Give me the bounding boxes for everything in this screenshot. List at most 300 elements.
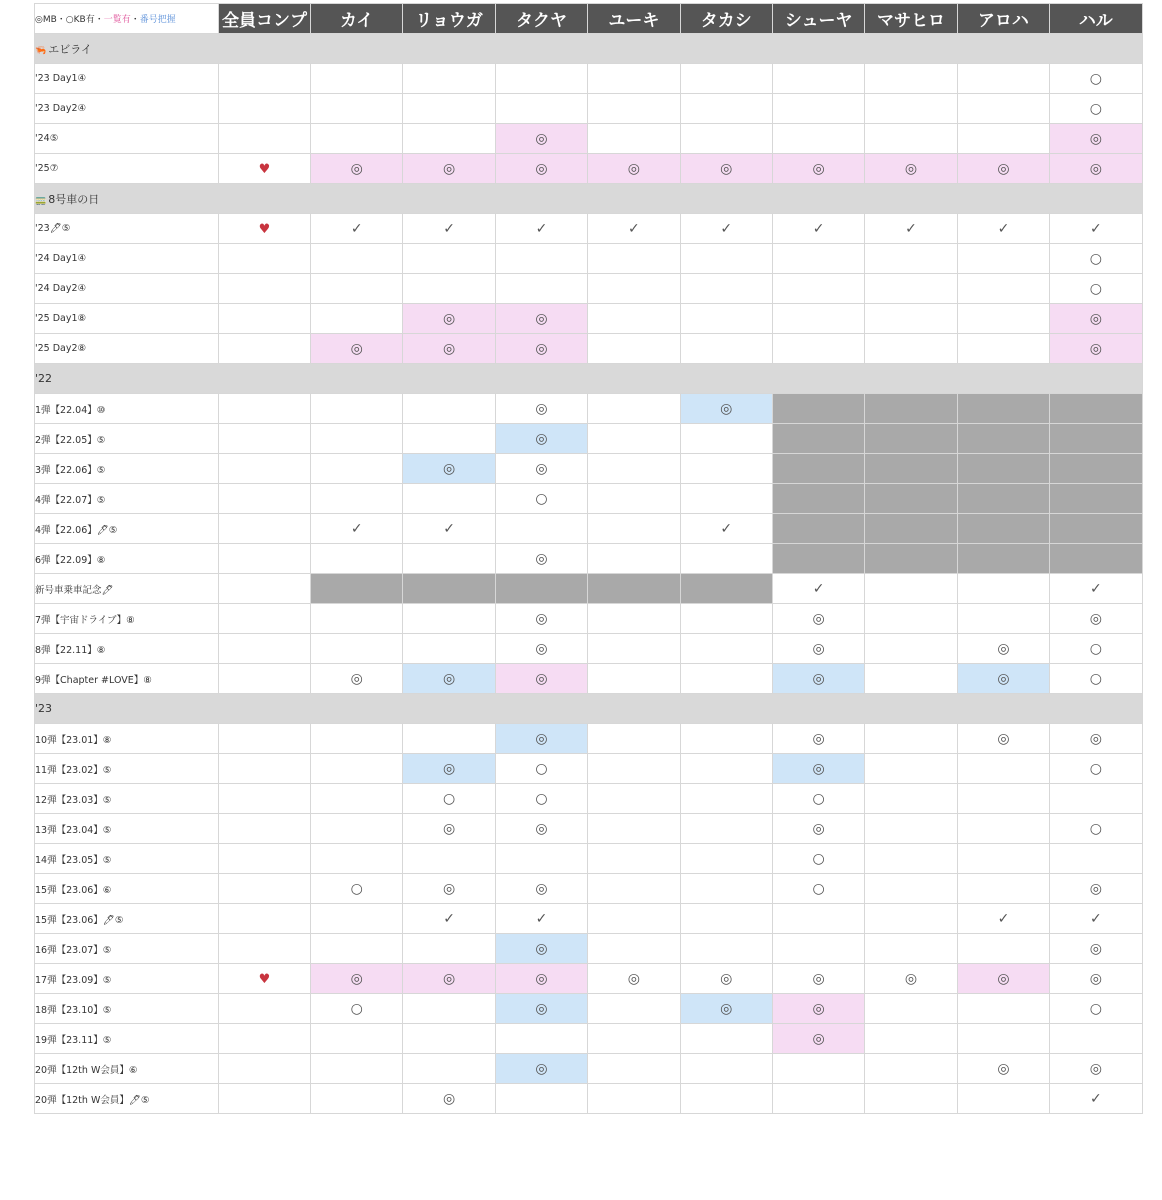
double-circle-mark: ◎ <box>627 160 640 177</box>
circle-mark: ○ <box>1089 70 1102 87</box>
status-cell <box>772 964 864 994</box>
double-circle-mark: ◎ <box>535 310 548 327</box>
status-cell <box>957 964 1049 994</box>
status-cell <box>680 874 772 904</box>
table-row <box>35 814 1143 844</box>
collection-table <box>34 3 1143 1114</box>
status-cell <box>403 874 495 904</box>
circle-mark: ○ <box>1089 820 1102 837</box>
check-mark: ✓ <box>720 520 733 537</box>
all-complete-cell <box>219 514 311 544</box>
double-circle-mark: ◎ <box>535 460 548 477</box>
status-cell <box>957 454 1049 484</box>
status-cell <box>403 454 495 484</box>
double-circle-mark: ◎ <box>535 730 548 747</box>
status-cell <box>311 214 403 244</box>
train-icon: 🚃 <box>35 195 47 206</box>
circle-mark: ○ <box>1089 670 1102 687</box>
status-cell <box>1050 904 1142 934</box>
status-cell <box>1050 1084 1142 1114</box>
status-cell <box>1050 124 1142 154</box>
status-cell <box>1050 94 1142 124</box>
double-circle-mark: ◎ <box>812 760 825 777</box>
column-header-kai: カイ <box>311 4 403 34</box>
status-cell <box>865 964 957 994</box>
status-cell <box>588 1084 680 1114</box>
status-cell <box>403 724 495 754</box>
status-cell <box>865 124 957 154</box>
status-cell <box>680 574 772 604</box>
status-cell <box>588 964 680 994</box>
status-cell <box>403 94 495 124</box>
double-circle-mark: ◎ <box>350 160 363 177</box>
status-cell <box>311 574 403 604</box>
status-cell <box>495 154 587 184</box>
status-cell <box>957 994 1049 1024</box>
status-cell <box>588 664 680 694</box>
status-cell <box>495 214 587 244</box>
status-cell <box>588 154 680 184</box>
double-circle-mark: ◎ <box>1089 970 1102 987</box>
section-label: エビライ <box>48 42 92 56</box>
status-cell <box>588 754 680 784</box>
status-cell <box>588 304 680 334</box>
status-cell <box>680 154 772 184</box>
status-cell <box>403 1054 495 1084</box>
status-cell <box>865 484 957 514</box>
check-mark: ✓ <box>350 220 363 237</box>
all-complete-cell <box>219 994 311 1024</box>
status-cell <box>772 214 864 244</box>
all-complete-cell <box>219 544 311 574</box>
column-header-ryoga: リョウガ <box>403 4 495 34</box>
status-cell <box>495 724 587 754</box>
status-cell <box>311 244 403 274</box>
status-cell <box>588 634 680 664</box>
double-circle-mark: ◎ <box>627 970 640 987</box>
status-cell <box>495 1084 587 1114</box>
status-cell <box>772 1084 864 1114</box>
status-cell <box>495 334 587 364</box>
status-cell <box>772 454 864 484</box>
status-cell <box>1050 394 1142 424</box>
status-cell <box>957 274 1049 304</box>
status-cell <box>1050 424 1142 454</box>
row-label: 14弾【23.05】⑤ <box>35 844 219 874</box>
table-row <box>35 94 1143 124</box>
table-row <box>35 274 1143 304</box>
status-cell <box>311 904 403 934</box>
status-cell <box>403 274 495 304</box>
circle-mark: ○ <box>442 790 456 807</box>
status-cell <box>680 124 772 154</box>
section-title <box>35 34 1143 64</box>
row-label: 3弾【22.06】⑤ <box>35 454 219 484</box>
section-label: 8号車の日 <box>48 192 100 206</box>
status-cell <box>495 454 587 484</box>
row-label: 12弾【23.03】⑤ <box>35 784 219 814</box>
status-cell <box>1050 64 1142 94</box>
status-cell <box>680 514 772 544</box>
status-cell <box>495 274 587 304</box>
table-row <box>35 214 1143 244</box>
all-complete-cell <box>219 844 311 874</box>
table-row <box>35 754 1143 784</box>
status-cell <box>403 304 495 334</box>
status-cell <box>865 934 957 964</box>
status-cell <box>680 484 772 514</box>
status-cell <box>865 154 957 184</box>
double-circle-mark: ◎ <box>997 640 1010 657</box>
double-circle-mark: ◎ <box>812 1000 825 1017</box>
all-complete-cell <box>219 424 311 454</box>
circle-mark: ○ <box>350 880 363 897</box>
status-cell <box>403 244 495 274</box>
status-cell <box>865 784 957 814</box>
status-cell <box>1050 244 1142 274</box>
all-complete-cell <box>219 724 311 754</box>
double-circle-mark: ◎ <box>535 670 548 687</box>
status-cell <box>772 604 864 634</box>
status-cell <box>865 274 957 304</box>
double-circle-mark: ◎ <box>1089 160 1102 177</box>
section-title <box>35 184 1143 214</box>
status-cell <box>680 964 772 994</box>
row-label: 20弾【12th W会員】🖊⑤ <box>35 1084 219 1114</box>
column-header-shuya: シューヤ <box>772 4 864 34</box>
status-cell <box>772 124 864 154</box>
table-row <box>35 154 1143 184</box>
status-cell <box>865 1084 957 1114</box>
status-cell <box>1050 604 1142 634</box>
status-cell <box>311 484 403 514</box>
double-circle-mark: ◎ <box>535 970 548 987</box>
status-cell <box>772 64 864 94</box>
all-complete-cell <box>219 1084 311 1114</box>
all-complete-cell <box>219 454 311 484</box>
all-complete-cell <box>219 604 311 634</box>
double-circle-mark: ◎ <box>720 400 733 417</box>
status-cell <box>865 1054 957 1084</box>
status-cell <box>680 754 772 784</box>
row-label: 15弾【23.06】🖊⑤ <box>35 904 219 934</box>
status-cell <box>588 94 680 124</box>
status-cell <box>588 1054 680 1084</box>
row-label: '25 Day1⑧ <box>35 304 219 334</box>
status-cell <box>680 394 772 424</box>
status-cell <box>588 1024 680 1054</box>
status-cell <box>957 124 1049 154</box>
status-cell <box>311 1054 403 1084</box>
status-cell <box>495 304 587 334</box>
status-cell <box>403 154 495 184</box>
status-cell <box>957 64 1049 94</box>
check-mark: ✓ <box>1089 1090 1102 1107</box>
status-cell <box>495 664 587 694</box>
status-cell <box>403 64 495 94</box>
status-cell <box>865 604 957 634</box>
status-cell <box>311 754 403 784</box>
circle-mark: ○ <box>535 490 548 507</box>
check-mark: ✓ <box>997 910 1010 927</box>
table-row <box>35 1024 1143 1054</box>
status-cell <box>680 724 772 754</box>
status-cell <box>495 514 587 544</box>
double-circle-mark: ◎ <box>442 760 456 777</box>
status-cell <box>311 994 403 1024</box>
column-header-aloha: アロハ <box>957 4 1049 34</box>
double-circle-mark: ◎ <box>442 160 456 177</box>
row-label: 4弾【22.07】⑤ <box>35 484 219 514</box>
status-cell <box>495 634 587 664</box>
status-cell <box>588 484 680 514</box>
status-cell <box>865 1024 957 1054</box>
status-cell <box>772 904 864 934</box>
status-cell <box>311 154 403 184</box>
status-cell <box>588 544 680 574</box>
status-cell <box>957 394 1049 424</box>
table-row <box>35 424 1143 454</box>
status-cell <box>680 1024 772 1054</box>
double-circle-mark: ◎ <box>812 970 825 987</box>
double-circle-mark: ◎ <box>1089 310 1102 327</box>
status-cell <box>865 874 957 904</box>
status-cell <box>495 124 587 154</box>
section-title <box>35 364 1143 394</box>
table-body <box>35 34 1143 1114</box>
status-cell <box>865 904 957 934</box>
status-cell <box>495 814 587 844</box>
all-complete-cell <box>219 304 311 334</box>
table-row <box>35 124 1143 154</box>
table-row <box>35 574 1143 604</box>
status-cell <box>495 904 587 934</box>
status-cell <box>680 844 772 874</box>
double-circle-mark: ◎ <box>720 970 733 987</box>
row-label: 15弾【23.06】⑥ <box>35 874 219 904</box>
status-cell <box>957 904 1049 934</box>
status-cell <box>495 544 587 574</box>
row-label: 6弾【22.09】⑧ <box>35 544 219 574</box>
status-cell <box>680 334 772 364</box>
status-cell <box>957 544 1049 574</box>
all-complete-cell <box>219 124 311 154</box>
status-cell <box>680 424 772 454</box>
status-cell <box>588 394 680 424</box>
double-circle-mark: ◎ <box>1089 610 1102 627</box>
status-cell <box>588 274 680 304</box>
double-circle-mark: ◎ <box>997 160 1010 177</box>
row-label: 2弾【22.05】⑤ <box>35 424 219 454</box>
status-cell <box>311 514 403 544</box>
status-cell <box>1050 154 1142 184</box>
table-row <box>35 304 1143 334</box>
table-row <box>35 634 1143 664</box>
all-complete-cell <box>219 964 311 994</box>
status-cell <box>403 784 495 814</box>
double-circle-mark: ◎ <box>812 1030 825 1047</box>
shrimp-icon: 🦐 <box>35 45 47 56</box>
status-cell <box>588 514 680 544</box>
double-circle-mark: ◎ <box>997 1060 1010 1077</box>
status-cell <box>957 874 1049 904</box>
check-mark: ✓ <box>1089 220 1102 237</box>
status-cell <box>957 814 1049 844</box>
status-cell <box>680 64 772 94</box>
status-cell <box>865 244 957 274</box>
status-cell <box>1050 484 1142 514</box>
all-complete-cell <box>219 244 311 274</box>
column-header-yuki: ユーキ <box>588 4 680 34</box>
all-complete-cell <box>219 784 311 814</box>
legend-marks: ◎MB・○KB有・ <box>35 15 104 25</box>
row-label: 新号車乗車記念🖊 <box>35 574 219 604</box>
status-cell <box>1050 304 1142 334</box>
row-label: 7弾【宇宙ドライブ】⑧ <box>35 604 219 634</box>
circle-mark: ○ <box>812 880 825 897</box>
double-circle-mark: ◎ <box>535 430 548 447</box>
table-row <box>35 64 1143 94</box>
status-cell <box>588 604 680 634</box>
status-cell <box>680 304 772 334</box>
status-cell <box>403 994 495 1024</box>
status-cell <box>403 904 495 934</box>
status-cell <box>311 724 403 754</box>
status-cell <box>311 664 403 694</box>
all-complete-cell <box>219 484 311 514</box>
all-complete-cell <box>219 394 311 424</box>
status-cell <box>403 484 495 514</box>
status-cell <box>957 634 1049 664</box>
table-row <box>35 784 1143 814</box>
row-label: '24 Day1④ <box>35 244 219 274</box>
status-cell <box>772 574 864 604</box>
all-complete-cell <box>219 574 311 604</box>
status-cell <box>495 964 587 994</box>
status-cell <box>865 994 957 1024</box>
status-cell <box>311 874 403 904</box>
status-cell <box>957 784 1049 814</box>
status-cell <box>865 64 957 94</box>
status-cell <box>311 964 403 994</box>
all-complete-cell <box>219 94 311 124</box>
double-circle-mark: ◎ <box>350 340 363 357</box>
row-label: '23 Day2④ <box>35 94 219 124</box>
status-cell <box>772 424 864 454</box>
status-cell <box>311 334 403 364</box>
status-cell <box>957 214 1049 244</box>
row-label: 19弾【23.11】⑤ <box>35 1024 219 1054</box>
all-complete-cell <box>219 874 311 904</box>
status-cell <box>865 574 957 604</box>
status-cell <box>311 64 403 94</box>
status-cell <box>865 394 957 424</box>
double-circle-mark: ◎ <box>904 160 918 177</box>
status-cell <box>588 874 680 904</box>
column-header-takuya: タクヤ <box>495 4 587 34</box>
double-circle-mark: ◎ <box>442 340 456 357</box>
table-row <box>35 604 1143 634</box>
status-cell <box>957 574 1049 604</box>
row-label: 13弾【23.04】⑤ <box>35 814 219 844</box>
table-row <box>35 484 1143 514</box>
status-cell <box>403 844 495 874</box>
status-cell <box>403 1024 495 1054</box>
status-cell <box>588 244 680 274</box>
status-cell <box>957 934 1049 964</box>
double-circle-mark: ◎ <box>997 970 1010 987</box>
double-circle-mark: ◎ <box>535 160 548 177</box>
double-circle-mark: ◎ <box>535 340 548 357</box>
status-cell <box>403 754 495 784</box>
status-cell <box>680 454 772 484</box>
status-cell <box>1050 874 1142 904</box>
table-row <box>35 544 1143 574</box>
double-circle-mark: ◎ <box>442 310 456 327</box>
status-cell <box>588 124 680 154</box>
status-cell <box>772 304 864 334</box>
double-circle-mark: ◎ <box>1089 880 1102 897</box>
double-circle-mark: ◎ <box>997 670 1010 687</box>
check-mark: ✓ <box>997 220 1010 237</box>
status-cell <box>865 214 957 244</box>
status-cell <box>772 814 864 844</box>
status-cell <box>680 994 772 1024</box>
check-mark: ✓ <box>350 520 363 537</box>
double-circle-mark: ◎ <box>812 160 825 177</box>
row-label: '24⑤ <box>35 124 219 154</box>
status-cell <box>403 814 495 844</box>
status-cell <box>957 514 1049 544</box>
all-complete-cell <box>219 64 311 94</box>
check-mark: ✓ <box>443 520 455 537</box>
status-cell <box>772 724 864 754</box>
status-cell <box>495 874 587 904</box>
status-cell <box>957 604 1049 634</box>
all-complete-cell <box>219 634 311 664</box>
status-cell <box>957 94 1049 124</box>
check-mark: ✓ <box>535 910 548 927</box>
status-cell <box>1050 274 1142 304</box>
circle-mark: ○ <box>350 1000 363 1017</box>
check-mark: ✓ <box>535 220 548 237</box>
status-cell <box>1050 934 1142 964</box>
status-cell <box>1050 784 1142 814</box>
status-cell <box>1050 754 1142 784</box>
check-mark: ✓ <box>812 220 825 237</box>
double-circle-mark: ◎ <box>535 400 548 417</box>
status-cell <box>403 214 495 244</box>
row-label: 18弾【23.10】⑤ <box>35 994 219 1024</box>
status-cell <box>1050 724 1142 754</box>
status-cell <box>772 634 864 664</box>
status-cell <box>957 424 1049 454</box>
status-cell <box>680 664 772 694</box>
status-cell <box>1050 994 1142 1024</box>
status-cell <box>865 634 957 664</box>
status-cell <box>311 274 403 304</box>
status-cell <box>680 784 772 814</box>
double-circle-mark: ◎ <box>812 640 825 657</box>
circle-mark: ○ <box>812 850 825 867</box>
table-row <box>35 844 1143 874</box>
status-cell <box>495 934 587 964</box>
row-label: 11弾【23.02】⑤ <box>35 754 219 784</box>
circle-mark: ○ <box>535 790 548 807</box>
status-cell <box>311 1024 403 1054</box>
row-label: 20弾【12th W会員】⑥ <box>35 1054 219 1084</box>
double-circle-mark: ◎ <box>812 730 825 747</box>
